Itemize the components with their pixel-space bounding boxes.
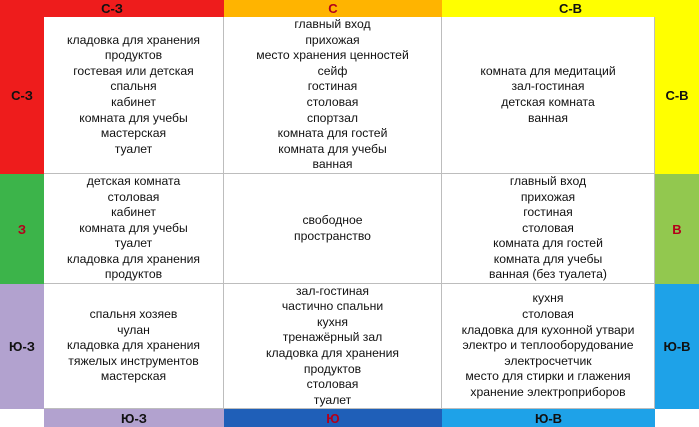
cell-line: столовая [306, 377, 359, 392]
cell-line: продуктов [104, 267, 163, 282]
cell-line: чулан [117, 322, 150, 337]
cell-line: ванная [312, 157, 353, 172]
cell-line: мастерская [100, 369, 167, 384]
cell-line: кабинет [111, 95, 156, 109]
cell-line: столовая [107, 189, 160, 204]
cell-nw [44, 17, 224, 174]
cell-line: комната для учебы [79, 110, 188, 125]
cell-center [224, 174, 442, 284]
cell-line: тренажёрный зал [282, 330, 383, 345]
cell-line: частично спальни [281, 299, 384, 314]
cell-line: туалет [114, 141, 153, 156]
cell-line: кладовка для хранения [67, 32, 200, 47]
cell-s [224, 284, 442, 409]
cell-line: спальня [110, 79, 157, 94]
cell-line: кухня [317, 314, 348, 329]
cell-line: ванная (без туалета) [489, 267, 607, 282]
cell-n [224, 17, 442, 174]
cell-line: место хранения ценностей [256, 48, 409, 63]
cell-se [442, 284, 655, 409]
cell-line: продуктов [303, 361, 362, 376]
cell-w [44, 174, 224, 284]
cell-line: место для стирки и глажения [465, 369, 631, 384]
cell-line: кладовка для кухонной утвари [461, 322, 635, 337]
cell-line: туалет [114, 236, 153, 251]
cell-line: кладовка для хранения [67, 251, 200, 266]
cell-sw [44, 284, 224, 409]
cell-line: электро и теплооборудование [462, 338, 634, 353]
cell-line: комната для учебы [493, 251, 603, 266]
cell-line: комната для медитаций [480, 63, 616, 78]
top-label-ne: С-В [442, 0, 699, 17]
cell-line: свободное [302, 212, 363, 227]
cell-line: ванная [528, 110, 568, 125]
cell-line: комната для гостей [493, 236, 603, 251]
right-label-ne: С-В [655, 17, 699, 174]
bottom-label-s: Ю [224, 409, 442, 427]
cell-line: мастерская [100, 126, 167, 141]
cell-line: продуктов [104, 48, 163, 63]
cell-line: прихожая [305, 32, 360, 47]
bottom-label-sw: Ю-З [44, 409, 224, 427]
cell-line: главный вход [294, 17, 371, 32]
cell-line: сейф [317, 63, 348, 78]
cell-line: столовая [522, 220, 574, 235]
cell-line: зал-гостиная [511, 79, 585, 94]
cell-e [442, 174, 655, 284]
right-label-se: Ю-В [655, 284, 699, 409]
cell-line: столовая [306, 95, 359, 109]
cell-line: пространство [294, 228, 371, 243]
top-label-n: С [224, 0, 442, 17]
top-label-nw: С-З [0, 0, 224, 17]
cell-line: гостиная [523, 205, 573, 220]
cell-line: зал-гостиная [295, 284, 370, 298]
cell-line: главный вход [509, 174, 587, 188]
left-label-w: З [0, 174, 44, 284]
cell-line: детская комната [86, 174, 181, 188]
cell-line: туалет [313, 392, 352, 407]
bottom-label-se: Ю-В [442, 409, 655, 427]
cell-line: спальня хозяев [89, 307, 178, 322]
cell-line: гостевая или детская [73, 63, 194, 78]
right-label-e: В [655, 174, 699, 284]
cell-line: тяжелых инструментов [68, 353, 199, 368]
cell-line: кладовка для хранения [266, 346, 399, 360]
cell-line: кабинет [111, 205, 156, 220]
cell-line: детская комната [501, 95, 595, 109]
cell-line: столовая [522, 307, 574, 322]
left-label-sw: Ю-З [0, 284, 44, 409]
cell-line: гостиная [307, 79, 358, 94]
cell-line: комната для учебы [278, 141, 387, 156]
cell-line: комната для учебы [79, 220, 188, 235]
cell-line: кухня [532, 291, 564, 306]
cell-line: комната для гостей [277, 126, 388, 141]
cell-line: прихожая [520, 189, 576, 204]
cell-line: кладовка для хранения [67, 338, 200, 353]
cell-line: хранение электроприборов [470, 384, 626, 399]
cell-line: спортзал [306, 110, 359, 125]
cell-ne [442, 17, 655, 174]
left-label-nw: С-З [0, 17, 44, 174]
cell-line: электросчетчик [504, 353, 592, 368]
